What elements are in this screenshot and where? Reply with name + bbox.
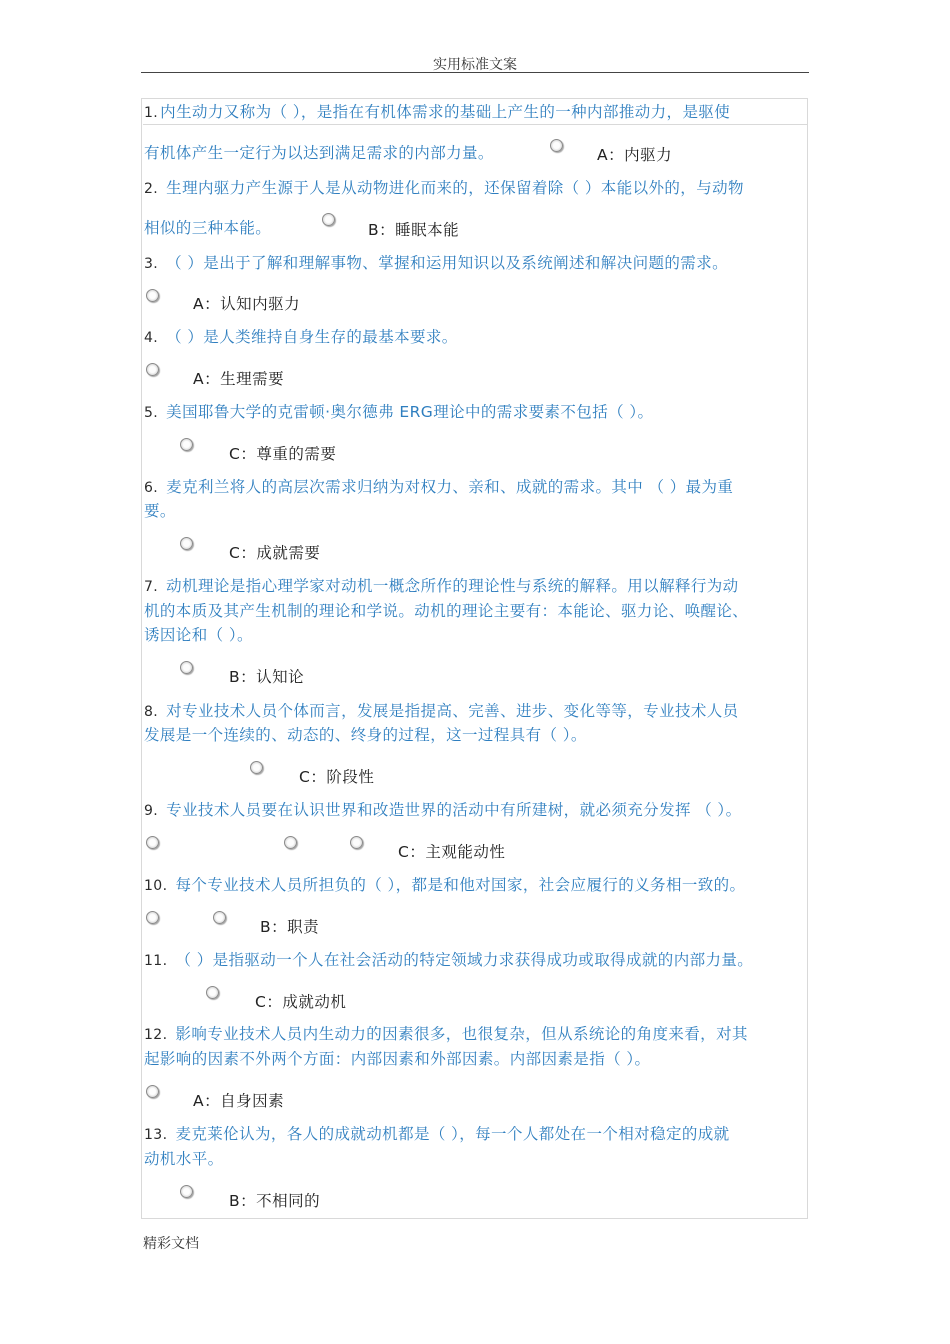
question-text: 动机理论是指心理学家对动机一概念所作的理论性与系统的解释。用以解释行为动 bbox=[166, 577, 739, 595]
question-2 bbox=[144, 176, 812, 202]
answer-radio[interactable] bbox=[180, 537, 193, 550]
question-text: 专业技术人员要在认识世界和改造世界的活动中有所建树，就必须充分发挥 （ ）。 bbox=[166, 801, 742, 819]
question-text: （ ）是出于了解和理解事物、掌握和运用知识以及系统阐述和解决问题的需求。 bbox=[166, 254, 729, 272]
answer-text: A：自身因素 bbox=[193, 1092, 285, 1110]
question-7 bbox=[144, 574, 812, 600]
question-9 bbox=[144, 798, 812, 824]
question-10 bbox=[144, 873, 812, 899]
header-divider bbox=[141, 72, 809, 73]
question-number: 10. bbox=[144, 878, 168, 894]
answer-radio[interactable] bbox=[250, 761, 263, 774]
answer-radio[interactable] bbox=[213, 911, 226, 924]
question-1 bbox=[144, 100, 812, 126]
question-text: （ ）是指驱动一个人在社会活动的特定领域力求获得成功或取得成就的内部力量。 bbox=[175, 951, 754, 969]
question-number: 1. bbox=[144, 105, 159, 121]
question-text: （ ）是人类维持自身生存的最基本要求。 bbox=[166, 328, 458, 346]
answer-text: B：睡眠本能 bbox=[368, 221, 460, 239]
answer-radio[interactable] bbox=[284, 836, 297, 849]
question-text: 要。 bbox=[144, 502, 176, 520]
question-8-line-2 bbox=[144, 723, 812, 748]
question-number: 3. bbox=[144, 256, 159, 272]
answer-text: B：不相同的 bbox=[229, 1192, 321, 1210]
question-text: 内生动力又称为（ ），是指在有机体需求的基础上产生的一种内部推动力，是驱使 bbox=[160, 103, 731, 121]
question-text: 动机水平。 bbox=[144, 1150, 224, 1168]
question-number: 7. bbox=[144, 579, 159, 595]
answer-radio[interactable] bbox=[322, 213, 335, 226]
question-text: 起影响的因素不外两个方面：内部因素和外部因素。内部因素是指（ ）。 bbox=[144, 1050, 651, 1068]
question-8 bbox=[144, 699, 812, 725]
answer-text: B：认知论 bbox=[229, 668, 305, 686]
question-number: 6. bbox=[144, 480, 159, 496]
question-4 bbox=[144, 325, 812, 351]
question-text: 对专业技术人员个体而言，发展是指提高、完善、进步、变化等等，专业技术人员 bbox=[166, 702, 739, 720]
question-5 bbox=[144, 400, 812, 426]
answer-text: A：认知内驱力 bbox=[193, 295, 301, 313]
question-1-line-2 bbox=[144, 141, 812, 166]
answer-text: A：内驱力 bbox=[597, 146, 673, 164]
answer-text: B：职责 bbox=[260, 918, 320, 936]
question-7-line-3 bbox=[144, 623, 812, 648]
answer-radio[interactable] bbox=[146, 1085, 159, 1098]
answer-radio[interactable] bbox=[550, 139, 563, 152]
question-text: 麦克利兰将人的高层次需求归纳为对权力、亲和、成就的需求。其中 （ ）最为重 bbox=[166, 478, 734, 496]
question-number: 9. bbox=[144, 803, 159, 819]
question-text: 影响专业技术人员内生动力的因素很多，也很复杂，但从系统论的角度来看，对其 bbox=[175, 1025, 748, 1043]
question-number: 4. bbox=[144, 330, 159, 346]
question-6 bbox=[144, 475, 812, 501]
question-text: 相似的三种本能。 bbox=[144, 219, 272, 237]
answer-radio[interactable] bbox=[180, 661, 193, 674]
question-number: 11. bbox=[144, 953, 168, 969]
answer-text: C：阶段性 bbox=[299, 768, 375, 786]
answer-text: A：生理需要 bbox=[193, 370, 285, 388]
answer-text: C：主观能动性 bbox=[398, 843, 506, 861]
answer-text: C：成就动机 bbox=[255, 993, 347, 1011]
question-text: 有机体产生一定行为以达到满足需求的内部力量。 bbox=[144, 144, 494, 162]
question-text: 机的本质及其产生机制的理论和学说。动机的理论主要有：本能论、驱力论、唤醒论、 bbox=[144, 602, 749, 620]
question-number: 8. bbox=[144, 704, 159, 720]
question-number: 12. bbox=[144, 1027, 168, 1043]
question-7-line-2 bbox=[144, 599, 812, 624]
question-12 bbox=[144, 1022, 812, 1048]
question-6-line-2 bbox=[144, 499, 812, 524]
answer-text: C：成就需要 bbox=[229, 544, 321, 562]
answer-radio[interactable] bbox=[206, 986, 219, 999]
question-number: 5. bbox=[144, 405, 159, 421]
question-11 bbox=[144, 948, 812, 974]
page-footer-text: 精彩文档 bbox=[143, 1236, 199, 1252]
question-13-line-2 bbox=[144, 1147, 812, 1172]
answer-radio[interactable] bbox=[180, 438, 193, 451]
question-3 bbox=[144, 251, 812, 277]
answer-radio[interactable] bbox=[350, 836, 363, 849]
question-text: 每个专业技术人员所担负的（ ），都是和他对国家，社会应履行的义务相一致的。 bbox=[175, 876, 746, 894]
question-13 bbox=[144, 1122, 812, 1148]
question-text: 生理内驱力产生源于人是从动物进化而来的，还保留着除（ ）本能以外的，与动物 bbox=[166, 179, 744, 197]
answer-text: C：尊重的需要 bbox=[229, 445, 337, 463]
answer-radio[interactable] bbox=[146, 363, 159, 376]
question-number: 13. bbox=[144, 1127, 168, 1143]
question-text: 发展是一个连续的、动态的、终身的过程，这一过程具有（ ）。 bbox=[144, 726, 587, 744]
question-text: 麦克莱伦认为，各人的成就动机都是（ ），每一个人都处在一个相对稳定的成就 bbox=[175, 1125, 730, 1143]
question-text: 诱因论和（ ）。 bbox=[144, 626, 253, 644]
answer-radio[interactable] bbox=[146, 911, 159, 924]
page-header-title: 实用标准文案 bbox=[433, 57, 517, 73]
question-text: 美国耶鲁大学的克雷顿·奥尔德弗 ERG理论中的需求要素不包括（ ）。 bbox=[166, 403, 654, 421]
answer-radio[interactable] bbox=[180, 1185, 193, 1198]
answer-radio[interactable] bbox=[146, 836, 159, 849]
question-number: 2. bbox=[144, 181, 159, 197]
question-2-line-2 bbox=[144, 216, 812, 241]
question-12-line-2 bbox=[144, 1047, 812, 1072]
answer-radio[interactable] bbox=[146, 289, 159, 302]
